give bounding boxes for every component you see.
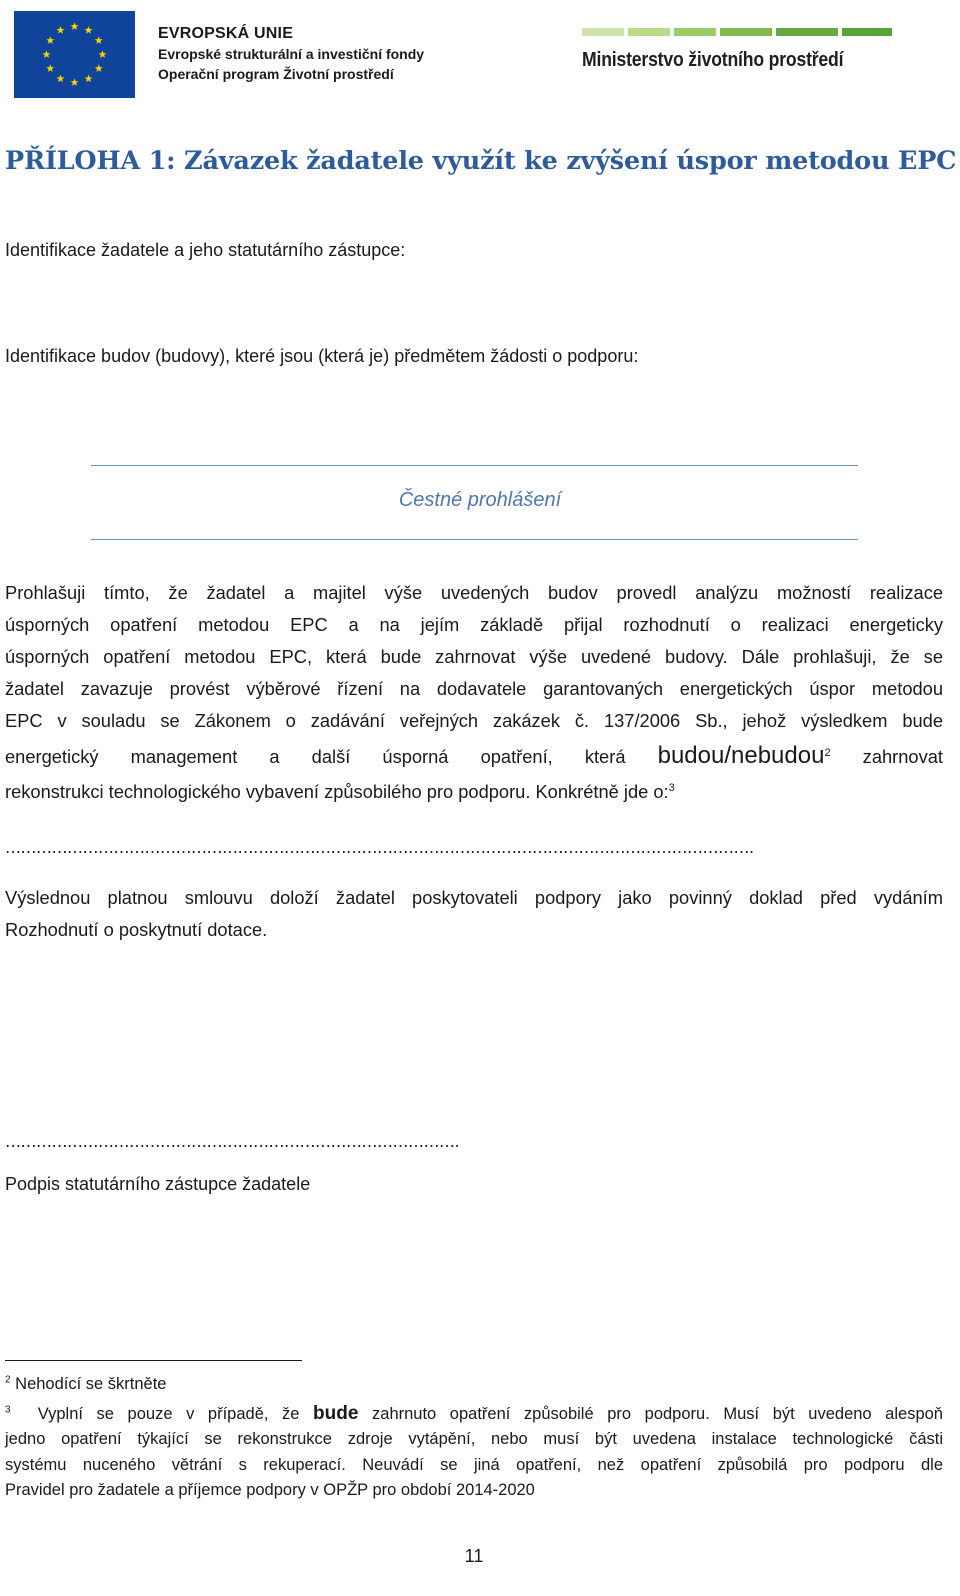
- footnote-number: 3: [5, 1404, 11, 1415]
- fill-in-dotted-line: ……………………………………………………………………………………………………………………………….: [5, 838, 754, 857]
- budou-nebudou-choice: budou/nebudou: [657, 742, 825, 769]
- declaration-heading: Čestné prohlášení: [398, 489, 562, 511]
- footnote-text: zahrnuto opatření způsobilé pro podporu. Musí být uvedeno alespoň: [372, 1404, 943, 1423]
- footnote-number: 2: [5, 1374, 11, 1386]
- eu-stars-icon: [14, 11, 135, 98]
- buildings-identification-label: Identifikace budov (budovy), které jsou (která je) předmětem žádosti o podporu:: [5, 346, 639, 366]
- footnote-ref-3: 3: [668, 781, 675, 794]
- declaration-line: úsporných opatření metodou EPC a na jejím základě přijal rozhodnutí o realizaci energeticky: [5, 614, 943, 635]
- signature-dotted-line: …………………………………………………………………………….: [5, 1132, 460, 1151]
- ministry-stripes-icon: [582, 28, 894, 36]
- footnote-text: Nehodící se škrtněte: [15, 1375, 167, 1393]
- page-title: PŘÍLOHA 1: Závazek žadatele využít ke zvýšení úspor metodou EPC: [5, 146, 957, 176]
- footnote-2: [5, 1372, 943, 1398]
- footnotes: [5, 1372, 943, 1504]
- applicant-identification-label: Identifikace žadatele a jeho statutárního zástupce:: [5, 240, 406, 260]
- footnote-ref-2: 2: [824, 746, 831, 759]
- ministry-name: Ministerstvo životního prostředí: [582, 49, 844, 71]
- eu-flag-logo: [14, 11, 135, 98]
- eu-line-1: EVROPSKÁ UNIE: [158, 25, 294, 42]
- declaration-text: [5, 577, 943, 808]
- result-line: Rozhodnutí o poskytnutí dotace.: [5, 919, 268, 940]
- declaration-text-segment: energetický management a další úsporná opatření, která: [5, 746, 626, 767]
- footnote-bold-word: bude: [313, 1402, 359, 1424]
- footnote-text: Vyplní se pouze v případě, že: [37, 1404, 300, 1423]
- declaration-line: [5, 776, 943, 808]
- page-number: 11: [464, 1546, 484, 1566]
- declaration-line: EPC v souladu se Zákonem o zadávání veřejných zakázek č. 137/2006 Sb., jehož výsledkem bude: [5, 710, 943, 731]
- heading-rule-top: [91, 465, 858, 466]
- footnote-separator: [5, 1360, 302, 1361]
- declaration-line: žadatel zavazuje provést výběrové řízení na dodavatele garantovaných energetických úspor metodou: [5, 678, 943, 699]
- footnote-line: systému nuceného větrání s rekuperací. Neuvádí se jiná opatření, než opatření způsobilá pro podporu dle: [5, 1455, 943, 1474]
- footnote-line: Pravidel pro žadatele a příjemce podpory v OPŽP pro období 2014-2020: [5, 1481, 535, 1499]
- eu-logo-text: [158, 24, 424, 84]
- eu-line-3: Operační program Životní prostředí: [158, 66, 394, 82]
- declaration-text-segment: zahrnovat: [862, 746, 943, 767]
- declaration-line: Prohlašuji tímto, že žadatel a majitel výše uvedených budov provedl analýzu možností realizace: [5, 582, 943, 603]
- result-text: [5, 882, 943, 946]
- declaration-line: [5, 737, 943, 776]
- footnote-line: jedno opatření týkající se rekonstrukce zdroje vytápění, nebo musí být uvedena instalace technologické části: [5, 1430, 943, 1448]
- footnote-3: [5, 1401, 943, 1428]
- heading-rule-bottom: [91, 539, 858, 540]
- eu-line-2: Evropské strukturální a investiční fondy: [158, 46, 425, 62]
- signature-label: Podpis statutárního zástupce žadatele: [5, 1174, 311, 1194]
- declaration-text-segment: rekonstrukci technologického vybavení způsobilého pro podporu. Konkrétně jde o:: [5, 781, 669, 802]
- declaration-line: úsporných opatření metodou EPC, která bude zahrnovat výše uvedené budovy. Dále prohlašuji, že se: [5, 646, 943, 667]
- result-line: Výslednou platnou smlouvu doloží žadatel poskytovateli podpory jako povinný doklad před vydáním: [5, 887, 943, 908]
- ministry-logo: [582, 28, 894, 72]
